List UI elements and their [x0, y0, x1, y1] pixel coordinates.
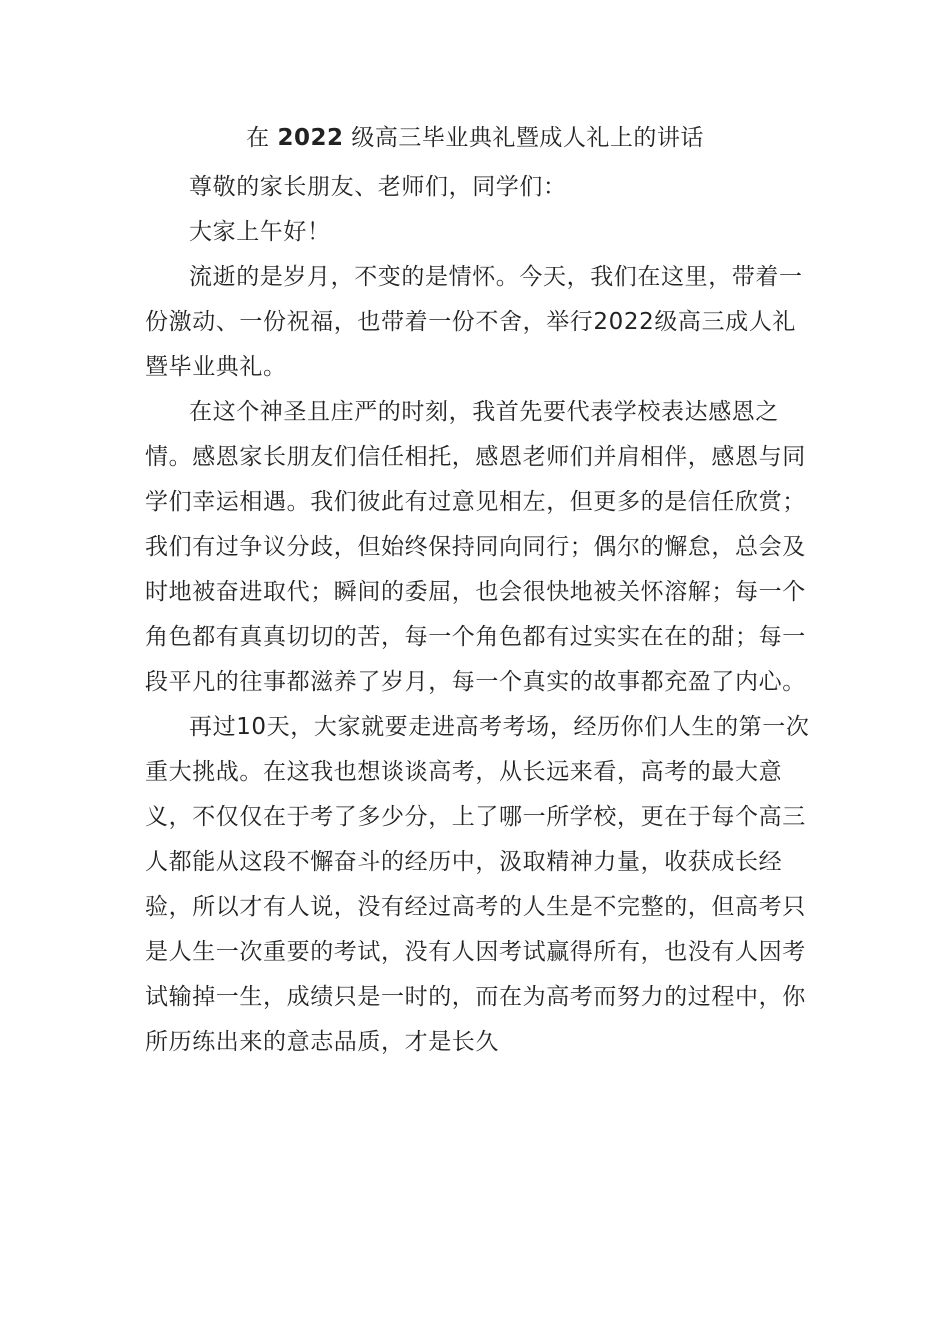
salutation-paragraph: 尊敬的家长朋友、老师们，同学们：: [189, 174, 567, 200]
title-suffix: 级高三毕业典礼暨成人礼上的讲话: [351, 125, 704, 151]
title-year: 2022: [277, 125, 344, 151]
greeting-paragraph: 大家上午好！: [189, 219, 331, 245]
exam-paragraph: 再过10天，大家就要走进高考考场，经历你们人生的第一次重大挑战。在这我也想谈谈高考，从长远来看，高考的最大意义，不仅仅在于考了多少分，上了哪一所学校，更在于每个高三人都能从这段不懈奋斗的经历中，汲取精神力量，收获成长经验，所以才有人说，没有经过高考的人生是不完整的，但高考只是人生一次重要的考试，没有人因考试赢得所有，也没有人因考试输掉一生，成绩只是一时的，而在为高考而努力的过程中，你所历练出来的意志品质，才是长久: [145, 714, 810, 1055]
title-prefix: 在: [246, 125, 270, 151]
gratitude-paragraph: 在这个神圣且庄严的时刻，我首先要代表学校表达感恩之情。感恩家长朋友们信任相托，感恩老师们并肩相伴，感恩与同学们幸运相遇。我们彼此有过意见相左，但更多的是信任欣赏；我们有过争议分歧，但始终保持同向同行；偶尔的懈怠，总会及时地被奋进取代；瞬间的委屈，也会很快地被关怀溶解；每一个角色都有真真切切的苦，每一个角色都有过实实在在的甜；每一段平凡的往事都滋养了岁月，每一个真实的故事都充盈了内心。: [145, 399, 806, 695]
speech-body: [145, 165, 813, 1065]
document-title: [0, 121, 950, 155]
opening-paragraph: 流逝的是岁月，不变的是情怀。今天，我们在这里，带着一份激动、一份祝福，也带着一份不舍，举行2022级高三成人礼暨毕业典礼。: [145, 264, 803, 380]
